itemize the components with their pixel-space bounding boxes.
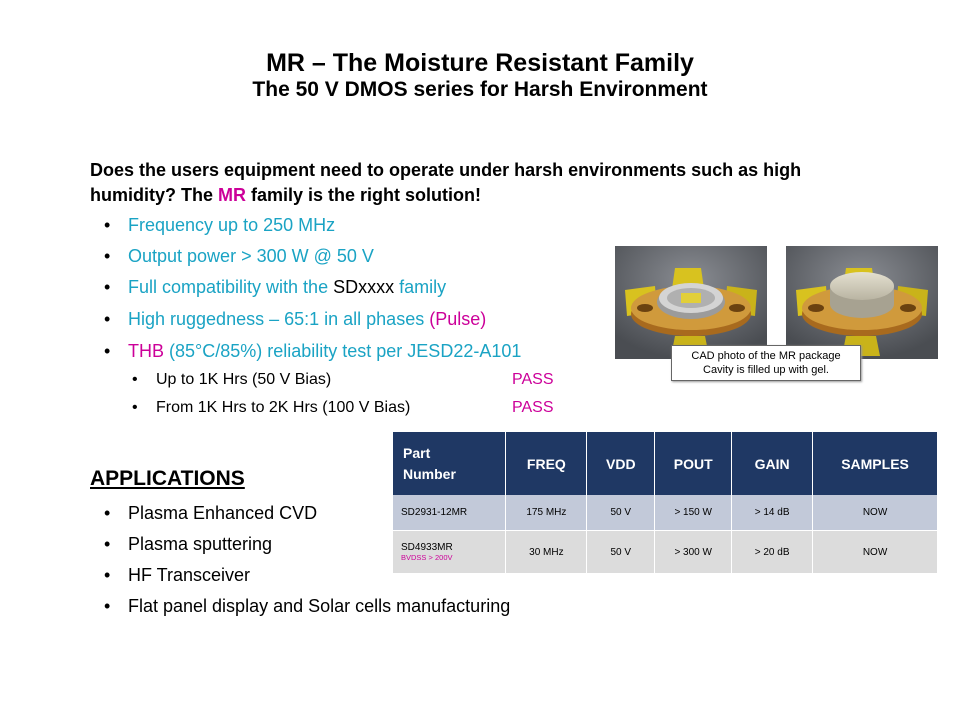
application-text: HF Transceiver	[128, 565, 251, 585]
feature-item	[104, 276, 446, 298]
cell-part	[393, 495, 506, 531]
header-vdd: VDD	[587, 432, 655, 495]
photo-caption	[671, 345, 861, 381]
cell-freq: 30 MHz	[506, 531, 587, 574]
table-header-row	[393, 432, 938, 495]
header-samples: SAMPLES	[813, 432, 938, 495]
package-filled-illustration	[786, 246, 938, 359]
bullet-icon: •	[104, 534, 111, 554]
sub-feature-item	[132, 370, 331, 390]
bullet-icon: •	[104, 596, 111, 616]
application-item	[104, 564, 250, 586]
cell-samples: NOW	[813, 495, 938, 531]
part-name: SD4933MR	[401, 541, 453, 553]
feature-text: Frequency up to 250 MHz	[128, 215, 336, 235]
intro-paragraph	[90, 158, 880, 208]
bullet-icon: •	[104, 277, 111, 297]
header-gain: GAIN	[732, 432, 813, 495]
bullet-icon: •	[104, 215, 111, 235]
bullet-icon: •	[104, 246, 111, 266]
application-item	[104, 533, 272, 555]
cell-part	[393, 531, 506, 574]
table-row	[393, 531, 938, 574]
caption-line-1: CAD photo of the MR package	[691, 350, 841, 362]
table-row	[393, 495, 938, 531]
feature-highlight: SDxxxx	[333, 277, 395, 297]
bullet-icon: •	[104, 341, 111, 361]
cell-pout: > 150 W	[655, 495, 732, 531]
feature-text: Output power > 300 W @ 50 V	[128, 246, 374, 266]
application-text: Plasma Enhanced CVD	[128, 503, 318, 523]
feature-text: THB	[128, 341, 170, 361]
cell-vdd: 50 V	[587, 531, 655, 574]
part-name: SD2931-12MR	[401, 507, 468, 518]
feature-item	[104, 340, 521, 362]
header-freq: FREQ	[506, 432, 587, 495]
cell-gain: > 14 dB	[732, 495, 813, 531]
slide-subtitle: The 50 V DMOS series for Harsh Environment	[252, 78, 708, 101]
cell-freq: 175 MHz	[506, 495, 587, 531]
bullet-icon: •	[104, 309, 111, 329]
feature-item	[104, 245, 374, 267]
package-photo-filled	[786, 246, 938, 359]
bullet-icon: •	[104, 503, 111, 523]
feature-text-end: family	[394, 277, 447, 297]
intro-text-start: Does the users equipment need to operate under harsh environments such as high humidity? The	[90, 160, 802, 205]
applications-heading: APPLICATIONS	[90, 467, 245, 490]
intro-text-end: family is the right solution!	[246, 185, 482, 205]
cell-gain: > 20 dB	[732, 531, 813, 574]
header-part-number: Part Number	[393, 432, 506, 495]
feature-item	[104, 308, 486, 330]
pass-label: PASS	[512, 399, 554, 416]
cell-samples: NOW	[813, 531, 938, 574]
package-photo-open	[615, 246, 767, 359]
pass-label: PASS	[512, 371, 554, 388]
slide-title: MR – The Moisture Resistant Family	[266, 49, 694, 77]
application-item	[104, 502, 317, 524]
sub-feature-item	[132, 398, 410, 418]
parts-table	[393, 432, 938, 574]
feature-item	[104, 214, 335, 236]
application-item	[104, 595, 510, 617]
application-text: Plasma sputtering	[128, 534, 273, 554]
feature-text: Full compatibility with the	[128, 277, 334, 297]
feature-text: High ruggedness – 65:1 in all phases	[128, 309, 430, 329]
feature-highlight: (Pulse)	[429, 309, 487, 329]
header-pout: POUT	[655, 432, 732, 495]
sub-feature-text: Up to 1K Hrs (50 V Bias)	[156, 371, 332, 388]
bullet-icon: •	[132, 371, 138, 388]
package-open-illustration	[615, 246, 767, 359]
part-note: BVDSS > 200V	[401, 552, 453, 562]
sub-feature-text: From 1K Hrs to 2K Hrs (100 V Bias)	[156, 399, 411, 416]
application-text: Flat panel display and Solar cells manufacturing	[128, 596, 511, 616]
feature-highlight: (85°C/85%) reliability test per JESD22-A101	[169, 341, 522, 361]
cell-vdd: 50 V	[587, 495, 655, 531]
cell-pout: > 300 W	[655, 531, 732, 574]
bullet-icon: •	[104, 565, 111, 585]
caption-line-2: Cavity is filled up with gel.	[703, 364, 829, 376]
bullet-icon: •	[132, 399, 138, 416]
intro-highlight: MR	[218, 185, 246, 205]
